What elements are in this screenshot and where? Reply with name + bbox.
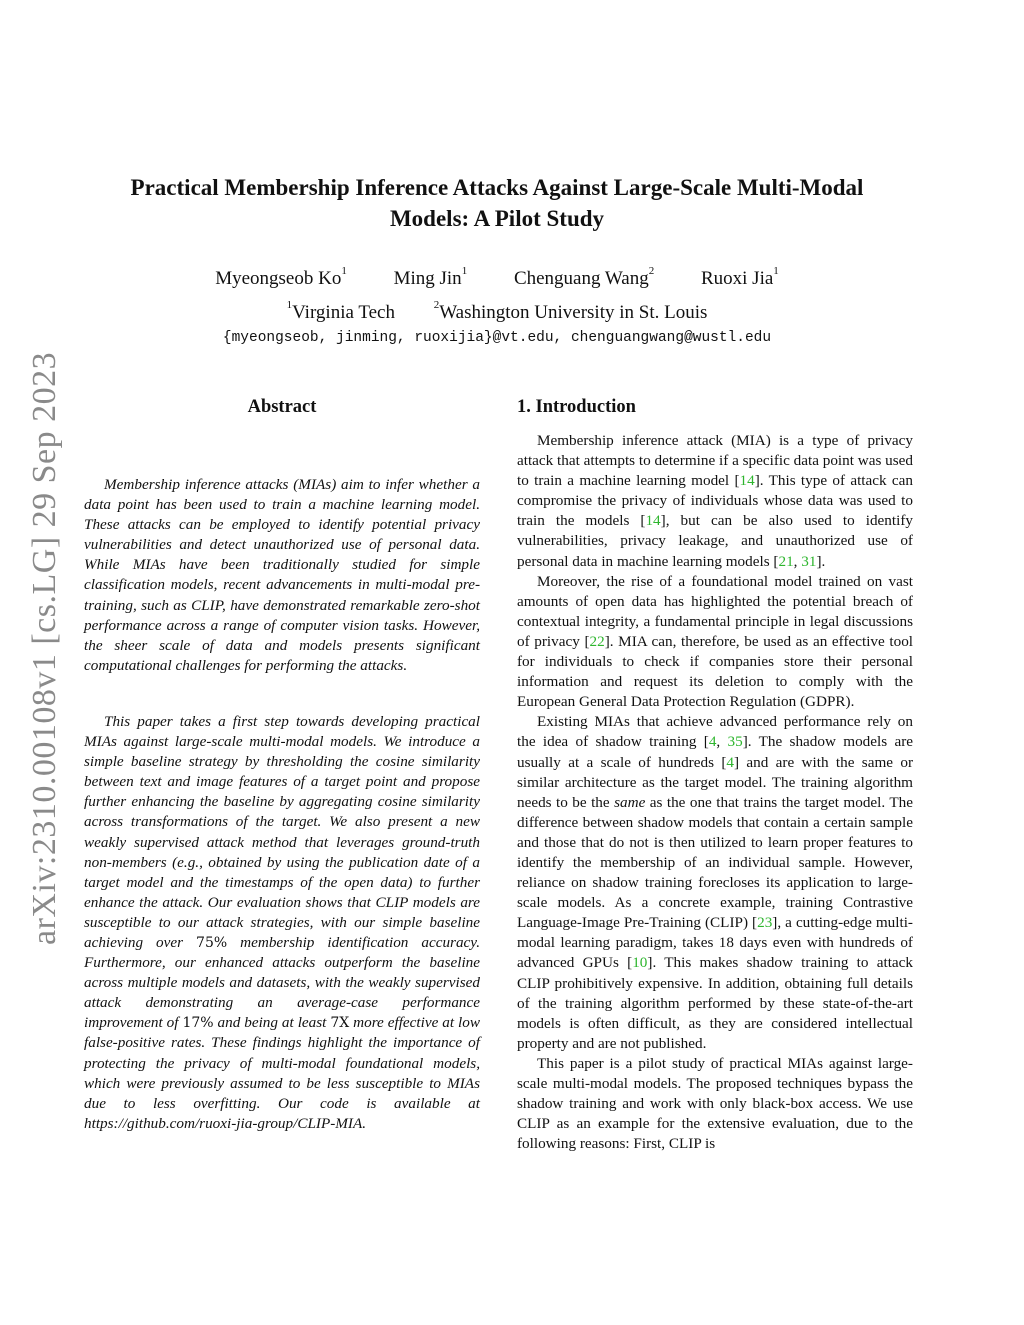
abstract-heading: Abstract <box>247 397 317 417</box>
citation-link[interactable]: 22 <box>589 632 605 650</box>
citation-link[interactable]: 14 <box>645 512 661 530</box>
citation-link[interactable]: 14 <box>739 472 755 490</box>
intro-paragraph: Moreover, the rise of a foundational model trained on vast amounts of open data has highlighted the potential breach of contextual integrity, a fundamental principle in legal discussions of privacy [22]. MIA can, therefore, be used as an effective tool for individuals to check if companies store their personal information and request its deletion to comply with the European General Data Protection Regulation (GDPR). <box>517 572 914 711</box>
abstract-paragraph: Membership inference attacks (MIAs) aim to infer whether a data point has been used to train a machine learning model. These attacks can be employed to identify potential privacy vulnerabilities and detect unauthorized use of personal data. While MIAs have been traditionally studied for simple classification models, recent advancements in multi-modal pre-training, such as CLIP, have demonstrated remarkable zero-shot performance across a range of computer vision tasks. However, the sheer scale of data and models presents significant computational challenges for performing the attacks. <box>84 476 480 674</box>
abstract-paragraph: This paper takes a first step towards developing practical MIAs against large-scale multi-modal models. We introduce a simple baseline strategy by thresholding the cosine similarity between text and image features of a target point and propose further enhancing the baseline by aggregating cosine similarity across transformations of the target. We also present a new weakly supervised attack method that leverages ground-truth non-members (e.g., obtained by using the publication date of a target model and the timestamps of the open data) to further enhance the attack. Our evaluation shows that CLIP models are susceptible to our attack strategies, with our simple baseline achieving over 75% membership identification accuracy. Furthermore, our enhanced attacks outperform the baseline across multiple models and datasets, with the weakly supervised attack demonstrating an average-case performance improvement of 17% and being at least 7X more effective at low false-positive rates. These findings highlight the importance of protecting the privacy of multi-modal foundational models, which were previously assumed to be less susceptible to MIAs due to less overfitting. Our code is available at https://github.com/ruoxi-jia-group/CLIP-MIA. <box>84 712 480 1132</box>
citation-link[interactable]: 10 <box>632 954 648 972</box>
intro-paragraph: Existing MIAs that achieve advanced performance rely on the idea of shadow training [4, 35]. The shadow models are usually at a scale of hundreds [4] and are with the same or similar architecture as the target model. The training algorithm needs to be the same as the one that trains the target model. The difference between shadow models that contain a certain sample and those that do not is then utilized to learn proper features to identify the membership of an individual sample. However, reliance on shadow training forecloses its application to large-scale models. As a concrete example, training Contrastive Language-Image Pre-Training (CLIP) [23], a cutting-edge multi-modal learning paradigm, takes 18 days even with hundreds of advanced GPUs [10]. This makes shadow training to attack CLIP prohibitively expensive. In addition, obtaining full details of the training algorithm performed by these state-of-the-art models is often difficult, as they are considered intellectual property and are not published. <box>517 713 914 1052</box>
citation-link[interactable]: 35 <box>727 733 743 751</box>
intro-paragraph: Membership inference attack (MIA) is a type of privacy attack that attempts to determine if a specific data point was used to train a machine learning model [14]. This type of attack can compromise the privacy of individuals whose data was used to train the models [14], but can be also used to identify vulnerabilities, privacy leakage, and unauthorized use of personal data in machine learning models [21, 31]. <box>517 432 914 570</box>
citation-link[interactable]: 23 <box>757 914 773 932</box>
author: Myeongseob Ko$^1$ <box>215 265 347 289</box>
intro-paragraph: This paper is a pilot study of practical MIAs against large-scale multi-modal models. The proposed techniques bypass the shadow training and work with only black-box access. We use CLIP as an example for the extensive evaluation, due to the following reasons: First, CLIP is <box>517 1054 913 1153</box>
section-heading-introduction: 1. Introduction <box>517 397 636 417</box>
author: Ming Jin$^1$ <box>393 265 468 289</box>
author-list <box>90 265 904 290</box>
author: Chenguang Wang$^2$ <box>513 265 655 289</box>
affiliation: $^1$Virginia Tech <box>286 299 395 323</box>
affiliation: $^2$Washington University in St. Louis <box>433 299 708 323</box>
left-column <box>84 395 480 1134</box>
citation-link[interactable]: 4 <box>708 733 717 751</box>
citation-link[interactable]: 31 <box>801 552 817 570</box>
paper-title: Practical Membership Inference Attacks Against Large-Scale Multi-Modal Models: A Pilot Study <box>130 175 864 231</box>
author-emails: {myeongseob, jinming, ruoxijia}@vt.edu, chenguangwang@wustl.edu <box>222 330 772 346</box>
author: Ruoxi Jia$^1$ <box>700 265 779 289</box>
citation-link[interactable]: 21 <box>778 552 794 570</box>
right-column <box>517 395 913 1154</box>
arxiv-identifier: arXiv:2310.00108v1 [cs.LG] 29 Sep 2023 <box>26 351 63 945</box>
affiliation-list <box>90 299 904 324</box>
citation-link[interactable]: 4 <box>726 753 734 771</box>
